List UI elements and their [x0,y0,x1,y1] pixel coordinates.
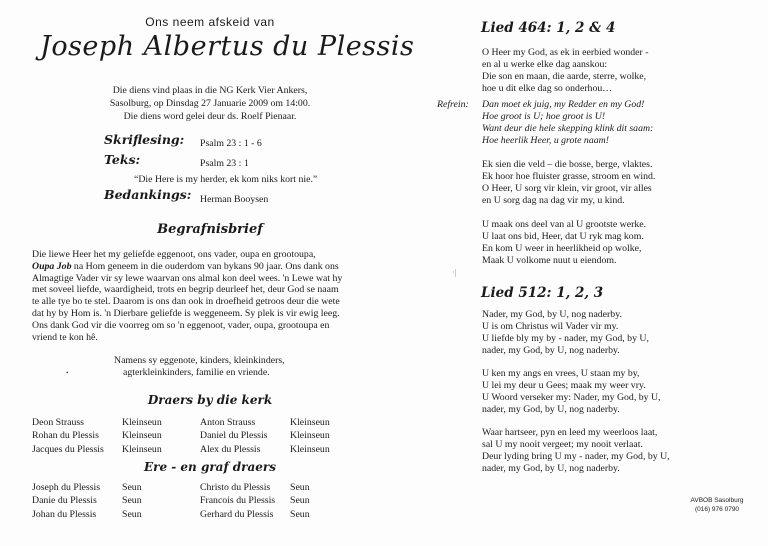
verse-line: U Woord verseker my: Nader, my God, by U, [482,391,661,403]
refrein-text [482,99,653,147]
bearer-name: Johan du Plessis [32,508,97,520]
letter-line: dat hy by Hom is. 'n Dierbare geliefde is weggeneem. Sy plek is vir ewig leeg. [32,307,340,319]
footer-org: AVBOB Sasolburg [690,497,744,504]
refrein-label: Refrein: [437,99,469,110]
verse-line: U liefde bly my by - nader, my God, by U, [482,332,649,344]
fold-mark: ·| [452,268,457,277]
bearer-relation: Kleinseun [122,443,162,455]
letter-line: Die liewe Heer het my geliefde eggenoot, ons vader, oupa en grootoupa, [32,249,316,260]
bearer-name: Rohan du Plessis [32,430,99,442]
bearer-relation: Seun [122,508,142,520]
funeral-letter [32,249,342,343]
bearer-name: Gerhard du Plessis [200,508,274,520]
small-mark: • [66,369,69,377]
namens-line: agterkleinkinders, familie en vriende. [123,367,270,379]
bearer-relation: Kleinseun [290,417,330,428]
table-row [32,494,352,507]
verse-line: U ken my angs en vrees, U staan my by, [482,368,640,379]
lied-464-heading: Lied 464: 1, 2 & 4 [481,20,616,36]
lied-512-verse-3 [482,427,670,475]
verse-line: Waar hartseer, pyn en leed my weerloos laat, [482,427,658,438]
begrafnisbrief-heading: Begrafnisbrief [157,222,263,237]
verse-line: en U sorg dag na dag vir my, u kind. [482,194,625,206]
table-row [32,416,352,429]
refrein-line: Hoe heerlik Heer, u grote naam! [482,134,609,146]
bearer-relation: Seun [290,495,310,507]
verse-line: en al u werke elke dag aanskou: [482,58,608,70]
bearer-name: Deon Strauss [32,417,84,428]
lied-512-heading: Lied 512: 1, 2, 3 [481,285,604,301]
letter-line: vriend te kon hê. [32,331,98,343]
verse-line: Ek hoor hoe fluister grasse, stroom en wind. [482,170,656,182]
lied-512-verse-1 [482,309,649,357]
verse-line: U maak ons deel van al U grootste werke. [482,219,647,230]
draers-kerk-table [32,416,352,456]
verse-line: Nader, my God, by U, nog naderby. [482,309,622,320]
bedankings-value: Herman Booysen [200,194,269,205]
namens-line: Namens sy eggenote, kinders, kleinkinders, [114,355,285,366]
verse-line: hoe u dit elke dag so onderhou… [482,82,613,94]
bearer-name: Anton Strauss [200,417,256,428]
verse-line: O Heer my God, as ek in eerbied wonder - [482,47,649,58]
verse-line: Deur lyding bring U my - nader, my God, by U, [482,450,670,462]
service-line: Sasolburg, op Dinsdag 27 Januarie 2009 om 14:00. [109,98,311,110]
oupa-job-name: Oupa Job [32,260,72,272]
letter-line: na Hom geneem in die ouderdom van bykans 90 jaar. Ons dank ons [73,260,339,272]
verse-line: U lei my deur u Gees; maak my weer vry. [482,379,646,391]
letter-line: met soveel liefde, waardigheid, trots en begrip deurleef het, deur God se naam [32,284,339,296]
footer-phone: (016) 976 0790 [694,505,740,513]
teks-value: Psalm 23 : 1 [200,158,249,169]
service-details [60,84,360,124]
table-row [32,481,352,494]
bearer-relation: Kleinseun [122,430,162,442]
bearer-relation: Seun [122,482,142,493]
footer-contact [672,497,762,514]
verse-line: U is om Christus wil Vader vir my. [482,320,619,332]
bearer-relation: Kleinseun [290,430,330,442]
lied-464-verse-3 [482,219,646,267]
bearer-name: Daniel du Plessis [200,430,268,442]
on-behalf-of [114,355,285,380]
letter-line: te alle tye bo te stel. Daarom is ons dan ook in droefheid getroos deur die wete [32,296,340,308]
bearer-relation: Seun [290,508,310,520]
table-row [32,443,352,456]
skriflesing-value: Psalm 23 : 1 - 6 [200,138,262,149]
bearer-name: Alex du Plessis [200,443,261,455]
refrein-line: Want deur die hele skepping klink dit saam: [482,122,654,134]
verse-line: nader, my God, by U, nog naderby. [482,344,620,356]
letter-line-with-name [32,261,342,273]
table-row [32,508,352,521]
bearer-name: Joseph du Plessis [32,482,101,493]
bedankings-label: Bedankings: [104,187,192,202]
bearer-relation: Seun [122,495,142,507]
verse-line: nader, my God, by U, nog naderby. [482,462,620,474]
deceased-name: Joseph Albertus du Plessis [40,31,415,62]
refrein-line: Dan moet ek juig, my Redder en my God! [482,99,645,110]
bearer-name: Jacques du Plessis [32,443,104,455]
ere-draers-table [32,481,352,521]
draers-kerk-heading: Draers by die kerk [147,393,273,407]
bearer-relation: Kleinseun [122,417,162,428]
verse-line: nader, my God, by U, nog naderby. [482,403,620,415]
verse-line: O Heer, U sorg vir klein, vir groot, vir alles [482,182,652,194]
lied-464-verse-2 [482,159,655,207]
verse-line: Maak U volkome nuut u eiendom. [482,254,617,266]
service-line: Die diens vind plaas in die NG Kerk Vier Ankers, [112,85,308,96]
bearer-name: Francois du Plessis [200,495,276,507]
ere-draers-heading: Ere - en graf draers [143,460,276,474]
table-row [32,429,352,442]
bearer-relation: Seun [290,482,310,493]
bearer-name: Christo du Plessis [200,482,271,493]
lied-512-verse-2 [482,368,660,416]
service-line: Die diens word gelei deur ds. Roelf Pienaar. [123,111,297,123]
letter-line: Almagtige Vader vir sy lewe waarvan ons almal kon deel wees. 'n Lewe wat hy [32,272,343,284]
farewell-heading: Ons neem afskeid van [145,15,275,29]
bearer-relation: Kleinseun [290,443,330,455]
verse-line: U laat ons bid, Heer, dat U ryk mag kom. [482,230,644,242]
verse-line: sal U my nooit vergeet; my nooit verlaat. [482,438,643,450]
verse-line: En kom U weer in heerlikheid op wolke, [482,242,642,254]
verse-line: Ek sien die veld – die bosse, berge, vlaktes. [482,159,653,170]
bearer-name: Danie du Plessis [32,495,97,507]
refrein-line: Hoe groot is U; hoe groot is U! [482,110,606,122]
teks-label: Teks: [104,152,141,167]
lied-464-verse-1 [482,47,649,95]
verse-line: Die son en maan, die aarde, sterre, wolke, [482,70,647,82]
teks-quote: “Die Here is my herder, ek kom niks kort nie.” [134,174,318,185]
skriflesing-label: Skriflesing: [104,132,185,147]
letter-line: Ons dank God vir die voorreg om so 'n eggenoot, vader, oupa, grootoupa en [32,319,330,331]
